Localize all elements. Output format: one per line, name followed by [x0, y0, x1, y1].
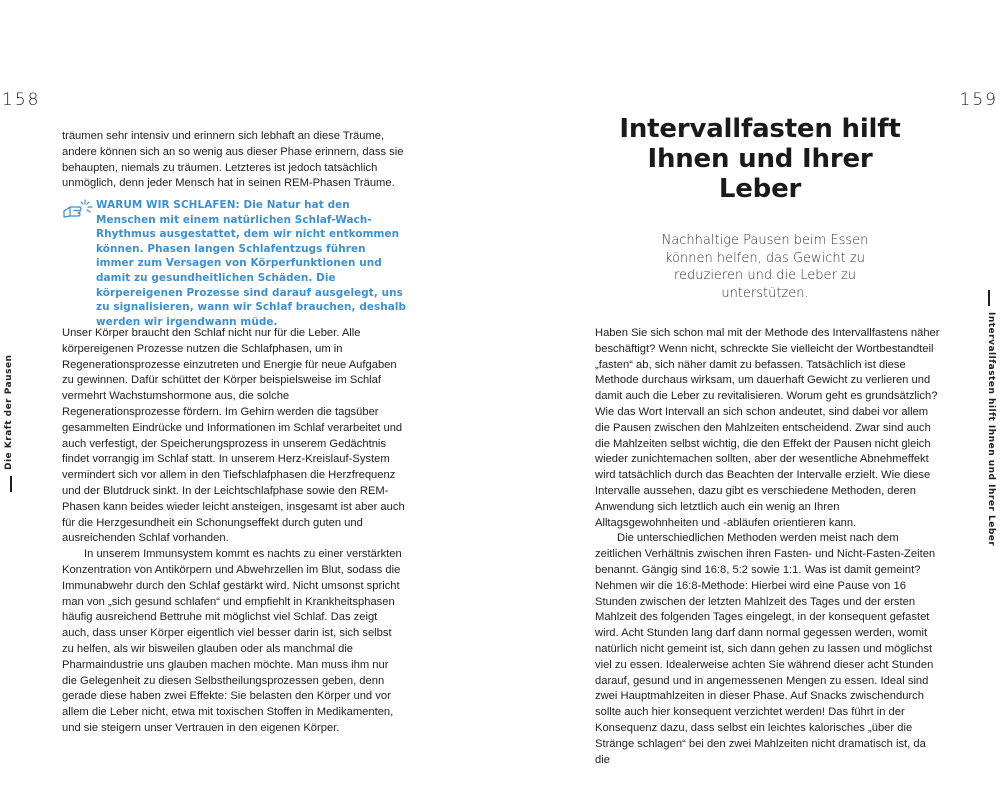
- tip-text: WARUM WIR SCHLAFEN: Die Natur hat den Menschen mit einem natürlichen Schlaf-Wach-Rhythmus ausgestattet, dem wir nicht entkommen können. Phasen langen Schlafentzugs führen immer zum Versagen von Körperfunktionen und damit zu gesundheitlichen Schäden. Die körpereigenen Prozesse sind darauf ausgelegt, uns zu signalisieren, wann wir Schlaf brauchen, deshalb werden wir irgendwann müde.: [96, 199, 407, 328]
- chapter-headline: Intervallfasten hilft Ihnen und Ihrer Leber: [619, 114, 901, 204]
- pointing-hand-icon: [62, 198, 96, 220]
- left-intro-paragraph: [62, 129, 405, 192]
- right-page-number: 159: [959, 90, 998, 110]
- left-body-paragraph-1: Unser Körper braucht den Schlaf nicht nur für die Leber. Alle körpereigenen Prozesse nutzen die Schlafphasen, um in Regenerationsprozesse einzutreten und Energie für neue Aufgaben zu gewinnen. Dafür schüttet der Körper beispielsweise im Schlaf vermehrt Wachstumshormone aus, die solche Regenerationsprozesse fördern. Im Gehirn werden die tagsüber gesammelten Eindrücke und Informationen im Schlaf verarbeitet und auch verfestigt, der Speicherungsprozess in unserem Gedächtnis findet vorrangig im Schlaf statt. In unserem Herz-Kreislauf-System vermindert sich vor allem in den Tiefschlafphasen die Herzfrequenz und der Blutdruck sinkt. In der Leichtschlafphase sowie den REM-Phasen kann beides wieder leicht ansteigen, insgesamt ist aber auch für die Herzgesundheit ein Schonungseffekt durch guten und ausreichenden Schlaf vorhanden.: [62, 327, 405, 545]
- right-body-paragraph-2: Die unterschiedlichen Methoden werden meist nach dem zeitlichen Verhältnis zwischen ihren Fasten- und Nicht-Fasten-Zeiten benannt. Gängig sind 16:8, 5:2 sowie 1:1. Was ist damit gemeint? Nehmen wir die 16:8-Methode: Hierbei wird eine Pause von 16 Stunden zwischen der letzten Mahlzeit des Tages und der ersten Mahlzeit des folgenden Tages eingelegt, in der konsequent gefastet wird. Acht Stunden lang darf dann normal gegessen werden, womit natürlich nicht gemeint ist, sich dann gehen zu lassen und möglichst viel zu essen. Idealerweise achten Sie während dieser acht Stunden darauf, gesund und in angemessenen Mengen zu essen. Ideal sind zwei Hauptmahlzeiten in dieser Phase. Auf Snacks zwischendurch sollte auch hier konsequent verzichtet werden! Das führt in der Konsequenz dazu, dass selbst ein leichtes kalorisches „über die Stränge schlagen“ bei den zwei Mahlzeiten nicht dramatisch ist, da die: [595, 532, 936, 766]
- intro-text: träumen sehr intensiv und erinnern sich lebhaft an diese Träume, andere können sich an so wenig aus dieser Phase erinnern, dass sie behaupten, niemals zu träumen. Letzteres ist jedoch tatsächlich unmöglich, denn jeder Mensch hat in seinen REM-Phasen Träume.: [62, 130, 404, 190]
- left-side-marker: [10, 476, 12, 492]
- left-side-running-head: Die Kraft der Pausen: [4, 354, 14, 470]
- chapter-subheadline: Nachhaltige Pausen beim Essen können helfen, das Gewicht zu reduzieren und die Leber zu unterstützen.: [661, 233, 869, 301]
- left-body-paragraph-2: In unserem Immunsystem kommt es nachts zu einer verstärkten Konzentration von Antikörpern und Abwehrzellen im Blut, sodass die Immunabwehr durch den Schlaf gestärkt wird. Nicht umsonst spricht man von „sich gesund schlafen“ und empfiehlt in Krankheitsphasen häufig ausreichend Bettruhe mit möglichst viel Schlaf. Das zeigt auch, dass unser Körper eigentlich viel besser darin ist, sich selbst zu helfen, als wir bisweilen glauben oder als manchmal die Pharmaindustrie uns glauben machen möchte. Man muss ihm nur die Gelegenheit zu diesen Selbstheilungsprozessen geben, denn gerade diese haben zwei Effekte: Sie belasten den Körper und vor allem die Leber nicht, etwa mit toxischen Stoffen in Medikamenten, und sie steigern unser Vertrauen in den eigenen Körper.: [62, 548, 402, 734]
- left-page-number: 158: [2, 90, 41, 110]
- tip-box: [62, 198, 407, 329]
- right-side-running-head: Intervallfasten hilft Ihnen und Ihrer Leber: [986, 312, 996, 547]
- left-body-text: [62, 326, 405, 737]
- right-side-marker: [988, 290, 990, 306]
- right-body-paragraph-1: Haben Sie sich schon mal mit der Methode des Intervallfastens näher beschäftigt? Wenn nicht, schreckte Sie vielleicht der Wortbestandteil „fasten“ ab, sich näher damit zu befassen. Tatsächlich ist diese Methode durchaus wirksam, um dauerhaft Gewicht zu verlieren und damit auch die Leber zu revitalisieren. Worum geht es grundsätzlich? Wie das Wort Intervall an sich schon andeutet, sind dabei vor allem die Pausen zwischen den Mahlzeiten entscheidend. Zwar sind auch die Mahlzeiten selbst wichtig, die den Effekt der Pausen nicht gleich wieder zunichtemachen sollten, aber der wesentliche Abnehmeffekt wird tatsächlich durch das Beachten der Intervalle erzielt. Wie diese Intervalle aussehen, dazu gibt es verschiedene Methoden, deren Anwendung sich letztlich auch ein wenig an Ihren Alltagsgewohnheiten und -abläufen orientieren kann.: [595, 327, 940, 529]
- right-body-text: [595, 326, 940, 768]
